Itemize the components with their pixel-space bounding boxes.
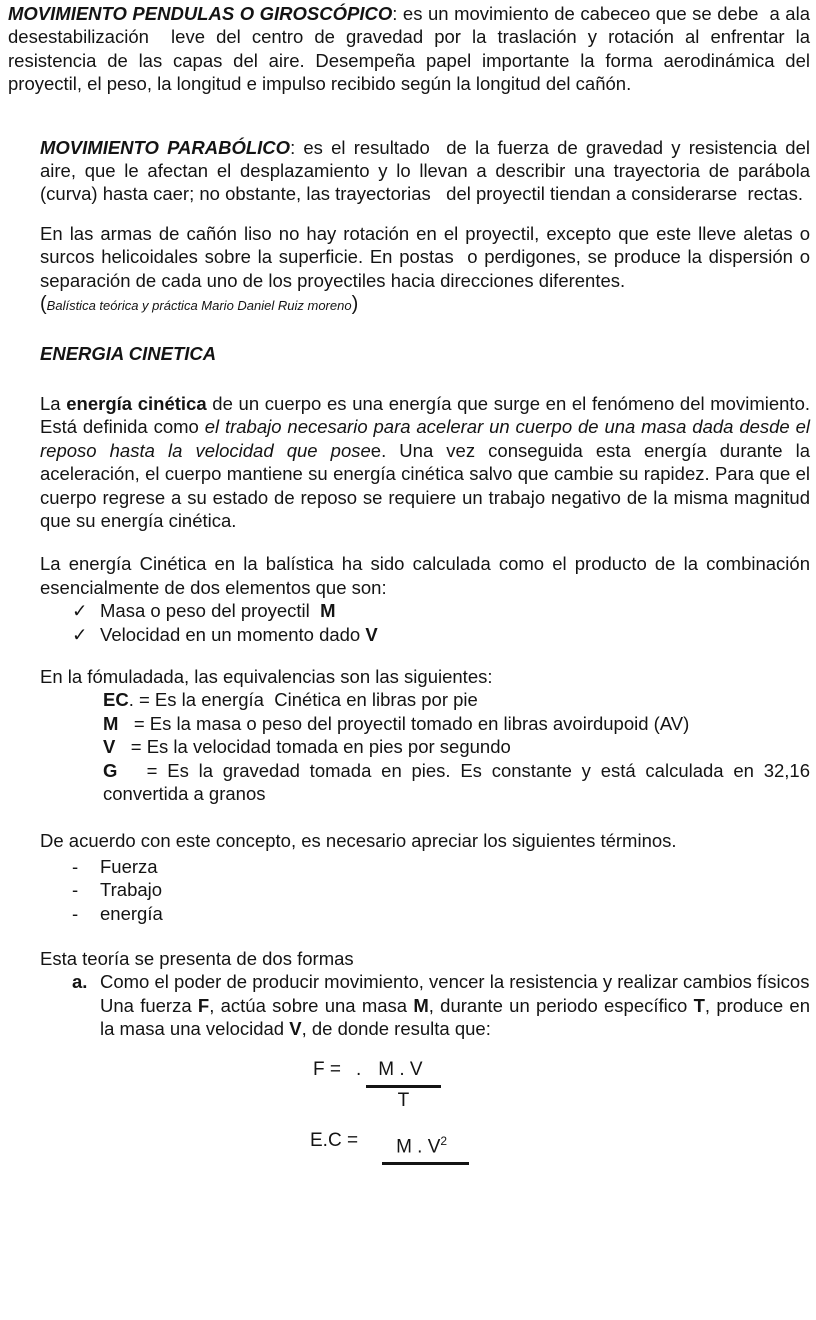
fraction-denominator: T [397, 1089, 410, 1111]
dash-item-trabajo [72, 878, 810, 901]
text-segment: Como el poder de producir movimiento, vencer la resistencia y realizar cambios físicos [100, 971, 810, 993]
paragraph-movimiento-parabolico [40, 136, 816, 206]
fraction-numerator: M . V [366, 1058, 440, 1088]
text-segment: Masa o peso del proyectil [100, 600, 321, 622]
paragraph-armas-canon-liso [40, 222, 816, 318]
paragraph-energia-cinetica-balistica [40, 552, 816, 599]
item-a-paragraph-2 [100, 994, 816, 1041]
checkmark-icon: ✓ [72, 623, 88, 645]
paragraph-formula-intro [40, 665, 810, 688]
dash-item-fuerza [72, 855, 810, 878]
formula-ec-expression [382, 1129, 469, 1165]
definition-m [103, 712, 810, 735]
checkmark-icon: ✓ [72, 600, 88, 622]
check-item-masa-text [100, 599, 810, 622]
item-a-paragraph-1 [100, 970, 810, 993]
formula-ec-lhs: E.C = [310, 1129, 359, 1151]
text-segment: G [103, 759, 118, 781]
formula-kinetic-energy [310, 1129, 816, 1165]
text-segment: de un cuerpo es una energía que surge en el fenómeno del movimiento. Está definida como [40, 392, 816, 438]
text-segment: ) [351, 293, 359, 316]
text-segment: Una fuerza [100, 994, 198, 1016]
text-segment: el trabajo necesario para acelerar un cuerpo de una masa dada desde el reposo hasta la velocidad que pose [40, 416, 816, 461]
text-segment: V [289, 1018, 302, 1040]
text-segment: F [197, 994, 210, 1016]
text-segment: . = Es la energía Cinética en libras por pie [128, 689, 478, 711]
fraction [366, 1058, 440, 1113]
item-a-body [100, 970, 816, 1040]
text-segment: = Es la gravedad tomada en pies. Es constante y está calculada en 32,16 convertida a granos [103, 759, 816, 804]
text-segment: e. Una vez conseguida esta energía durante la aceleración, el cuerpo mantiene su energía cinética salvo que cambie su rapidez. Para que el cuerpo regrese a su estado de reposo se requiere un trabajo negativo de la misma magnitud que su energía cinética. [40, 439, 816, 531]
text-segment: La energía Cinética en la balística ha sido calculada como el producto de la combinación esencialmente de dos elementos que son: [40, 553, 816, 598]
formula-force-dot: . [355, 1058, 362, 1080]
text-segment: M [320, 600, 336, 622]
text-segment: , durante un periodo específico [428, 994, 694, 1016]
dash-item-energia [72, 902, 810, 925]
check-item-masa [72, 599, 810, 622]
text-segment: Velocidad en un momento dado [100, 623, 366, 645]
text-segment: M [413, 994, 429, 1016]
definition-v [103, 735, 810, 758]
paragraph-energia-cinetica-definicion [40, 392, 816, 532]
check-item-velocidad-text [100, 623, 810, 646]
text-segment: energía cinética [66, 392, 207, 414]
text-segment: V [365, 623, 378, 645]
formula-ec-exponent: 2 [440, 1133, 448, 1148]
text-segment: : es el resultado de la fuerza de gravedad y resistencia del aire, que le afectan el desplazamiento y lo llevan a describir una trayectoria de parábola (curva) hasta caer; no obstante, las trayectorias del proyectil tiendan a considerarse rectas. [40, 136, 816, 205]
definition-ec [103, 688, 810, 711]
text-segment: Balística teórica y práctica Mario Daniel Ruiz moreno [46, 298, 352, 314]
paragraph-teoria-dos-formas [40, 947, 810, 970]
text-segment: MOVIMIENTO PENDULAS O GIROSCÓPICO [8, 3, 393, 24]
dash-icon: - [72, 879, 79, 901]
heading-energia-cinetica: ENERGIA CINETICA [40, 343, 217, 365]
text-segment: Esta teoría se presenta de dos formas [40, 948, 354, 969]
text-segment: : es un movimiento de cabeceo que se debe a ala desestabilización leve del centro de gravedad por la traslación y rotación al enfrentar la resistencia de las capas del aire. Desempeña papel importante la forma aerodinámica del proyectil, el peso, la longitud e impulso recibido según la longitud del cañón. [8, 3, 816, 95]
text-segment: M [103, 712, 119, 734]
formula-ec-base: M . V [396, 1135, 441, 1157]
paragraph-movimiento-giroscopico [8, 2, 816, 96]
citation-line [40, 292, 810, 317]
text-segment: = Es la velocidad tomada en pies por segundo [115, 736, 511, 758]
text-segment: En las armas de cañón liso no hay rotación en el proyectil, excepto que este lleve aletas o surcos helicoidales sobre la superficie. En postas o perdigones, se produce la dispersión o separación de cada uno de los proyectiles hacia direcciones diferentes. [40, 222, 816, 291]
ordered-item-a [72, 970, 816, 1040]
text-segment: En la fómuladada, las equivalencias son las siguientes: [40, 665, 493, 687]
dash-icon: - [72, 855, 79, 877]
text-segment: ( [40, 293, 47, 316]
text-segment: , produce en la masa una velocidad [100, 994, 816, 1040]
text-segment: , de donde resulta que: [301, 1018, 491, 1040]
text-segment: MOVIMIENTO PARABÓLICO [40, 136, 291, 158]
definition-g [103, 759, 816, 806]
check-item-velocidad [72, 623, 810, 646]
dash-item-energia-text: energía [100, 902, 163, 924]
dash-item-fuerza-text: Fuerza [100, 855, 158, 877]
formula-force [313, 1058, 816, 1113]
paragraph-terminos-intro [40, 829, 810, 852]
text-segment: EC [103, 689, 129, 711]
paragraph-armas-canon-liso-text [40, 222, 816, 292]
text-segment: T [693, 994, 705, 1016]
item-a-label: a. [72, 971, 88, 993]
text-segment: La [40, 392, 67, 414]
formula-force-lhs: F = [313, 1058, 341, 1080]
text-segment: , actúa sobre una masa [209, 994, 414, 1016]
dash-icon: - [72, 902, 79, 924]
dash-item-trabajo-text: Trabajo [100, 879, 163, 901]
text-segment: = Es la masa o peso del proyectil tomado en libras avoirdupoid (AV) [118, 712, 690, 734]
text-segment: V [103, 736, 116, 758]
text-segment: De acuerdo con este concepto, es necesario apreciar los siguientes términos. [40, 830, 677, 852]
